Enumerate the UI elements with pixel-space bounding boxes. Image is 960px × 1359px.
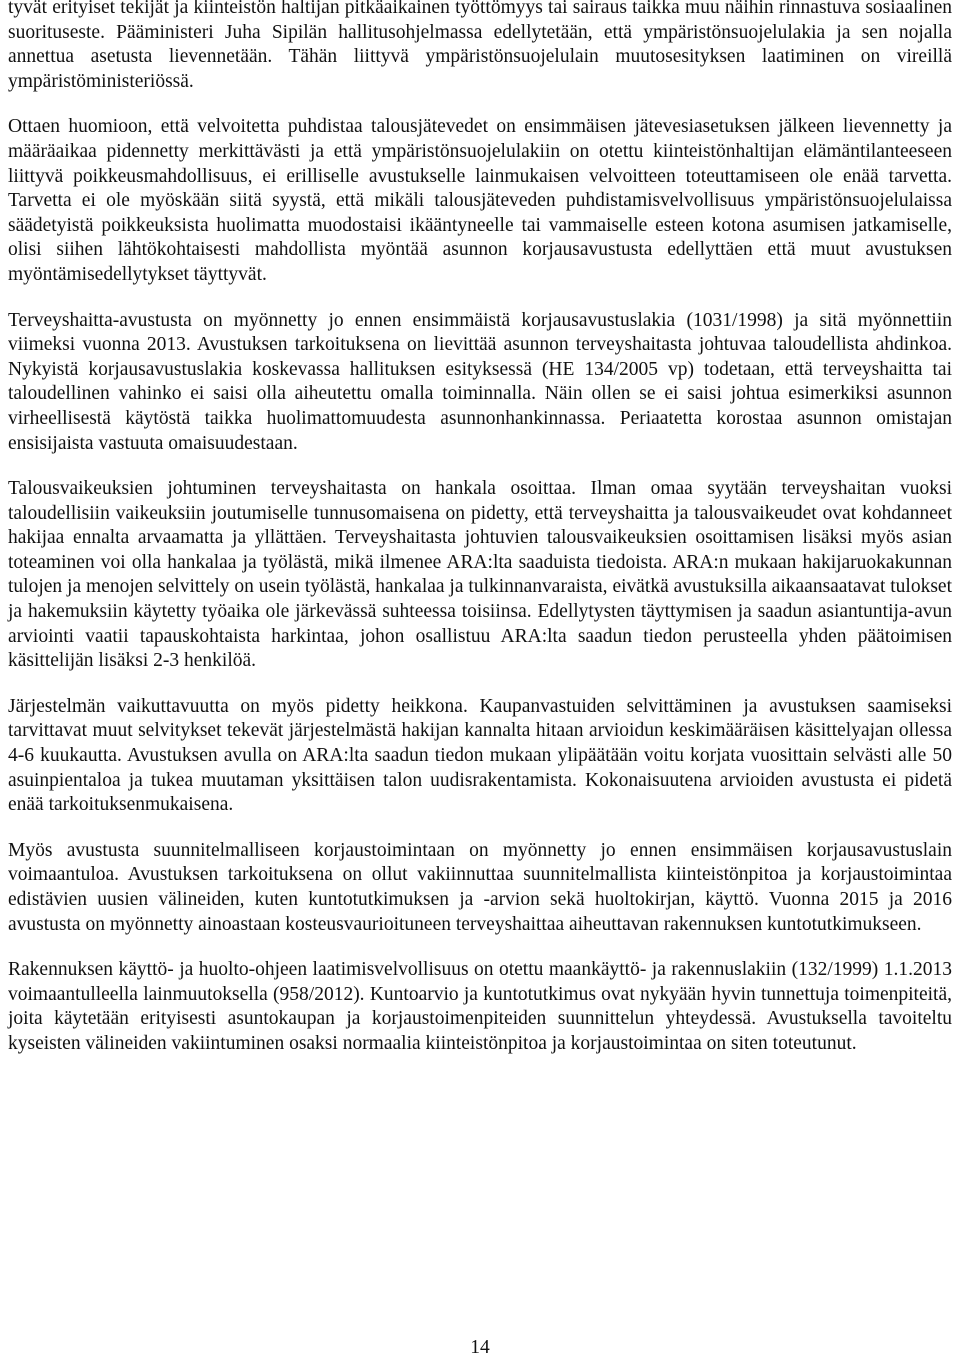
paragraph: tyvät erityiset tekijät ja kiinteistön haltijan pitkäaikainen työttömyys tai sairaus taikka muu näihin rinnastuva sosiaalinen suorituseste. Pääministeri Juha Sipilän hallitusohjelmassa edellytetään, että ympäristönsuojelulakia ja sen nojalla annettua asetusta lievennetään. Tähän liittyvä ympäristönsuojelulain muutosesityksen laatiminen on vireillä ympäristöministeriössä. <box>8 0 952 92</box>
document-body <box>8 0 952 1078</box>
paragraph: Järjestelmän vaikuttavuutta on myös pidetty heikkona. Kaupanvastuiden selvittäminen ja avustuksen saamiseksi tarvittavat muut selvitykset tekevät järjestelmästä hakijan kannalta hitaan arvioidun keskimääräisen käsittelyajan ollessa 4-6 kuukautta. Avustuksen avulla on ARA:lta saadun tiedon mukaan ylipäätään voitu korjata vuosittain selvästi alle 50 asuinpientaloa ja tukea muutaman yksittäisen talon uudisrakentamista. Kokonaisuutena arvioiden avustusta ei pidetä enää tarkoituksenmukaisena. <box>8 695 952 816</box>
paragraph: Myös avustusta suunnitelmalliseen korjaustoimintaan on myönnetty jo ennen ensimmäisen korjausavustuslain voimaantuloa. Avustuksen tarkoituksena on ollut vakiinnuttaa suunnitelmallista kiinteistönpitoa ja korjaustoimintaa edistävien uusien välineiden, kuten kuntotutkimuksen ja -arvion sekä huoltokirjan, käyttö. Vuonna 2015 ja 2016 avustusta on myönnetty ainoastaan kosteusvaurioituneen terveyshaittaa aiheuttavan rakennuksen kuntotutkimukseen. <box>8 839 952 935</box>
paragraph: Talousvaikeuksien johtuminen terveyshaitasta on hankala osoittaa. Ilman omaa syytään terveyshaitan vuoksi taloudellisiin vaikeuksiin joutumiselle tunnusomaisena on pidetty, että terveyshaitta ja talousvaikeudet ovat kohdanneet hakijaa ennalta arvaamatta ja yllättäen. Terveyshaitasta johtuvien talousvaikeuksien osoittamisen lisäksi myös asian toteaminen voi olla hankalaa ja työlästä, mikä ilmenee ARA:lta saaduista tiedoista. ARA:n mukaan hakijaruokakunnan tulojen ja menojen selvittely on usein työlästä, hankalaa ja tulkinnanvaraista, eivätkä avustuksilla aikaansaatavat tulokset ja hakemuksiin käytetty työaika ole järkevässä suhteessa toisiinsa. Edellytysten täyttymisen ja saadun asiantuntija-avun arviointi vaatii tapauskohtaista harkintaa, johon osallistuu ARA:lta saadun tiedon perusteella yhden päätoimisen käsittelijän lisäksi 2-3 henkilöä. <box>8 478 952 672</box>
paragraph: Terveyshaitta-avustusta on myönnetty jo ennen ensimmäistä korjausavustuslakia (1031/1998) ja sitä myönnettiin viimeksi vuonna 2013. Avustuksen tarkoituksena on lievittää asunnon terveyshaitasta johtuvaa taloudellista ahdinkoa. Nykyistä korjausavustuslakia koskevassa hallituksen esityksessä (HE 134/2005 vp) todetaan, että terveyshaitta tai taloudellinen vahinko ei saisi olla aiheutettu omalla toiminnalla. Näin ollen se ei saisi johtua esimerkiksi asunnon virheellisestä käytöstä taikka huolimattomuudesta asunnonhankinnassa. Periaatetta korostaa asunnon omistajan ensisijaista vastuuta omaisuudestaan. <box>8 309 952 454</box>
paragraph: Rakennuksen käyttö- ja huolto-ohjeen laatimisvelvollisuus on otettu maankäyttö- ja rakennuslakiin (132/1999) 1.1.2013 voimaantulleella lainmuutoksella (958/2012). Kuntoarvio ja kuntotutkimus ovat nykyään hyvin tunnettuja toimenpiteitä, joita käytetään erityisesti asuntokaupan ja korjaustoimenpiteiden suunnittelun yhteydessä. Avustuksella tavoiteltu kyseisten välineiden vakiintuminen osaksi normaalia kiinteistönpitoa ja korjaustoimintaa on siten toteutunut. <box>8 959 952 1054</box>
paragraph: Ottaen huomioon, että velvoitetta puhdistaa talousjätevedet on ensimmäisen jätevesiasetuksen jälkeen lievennetty ja määräaikaa pidennetty merkittävästi ja että ympäristönsuojelulakiin on otettu kiinteistönhaltijan elämäntilanteeseen liittyvä poikkeusmahdollisuus, ei erilliselle avustukselle lainmukaisen velvoitteen toteuttamiseen ole enää tarvetta. Tarvetta ei ole myöskään siitä syystä, että mikäli talousjäteveden puhdistamisvelvollisuus ympäristönsuojelulaissa säädetyistä poikkeuksista huolimatta muodostaisi ikääntyneelle tai vammaiselle esteen kotona asumisen jatkamiselle, olisi siihen lähtökohtaisesti mahdollista myöntää asunnon korjausavustusta edellyttäen että muut avustuksen myöntämisedellytykset täyttyvät. <box>8 116 952 285</box>
page-number: 14 <box>470 1337 490 1358</box>
